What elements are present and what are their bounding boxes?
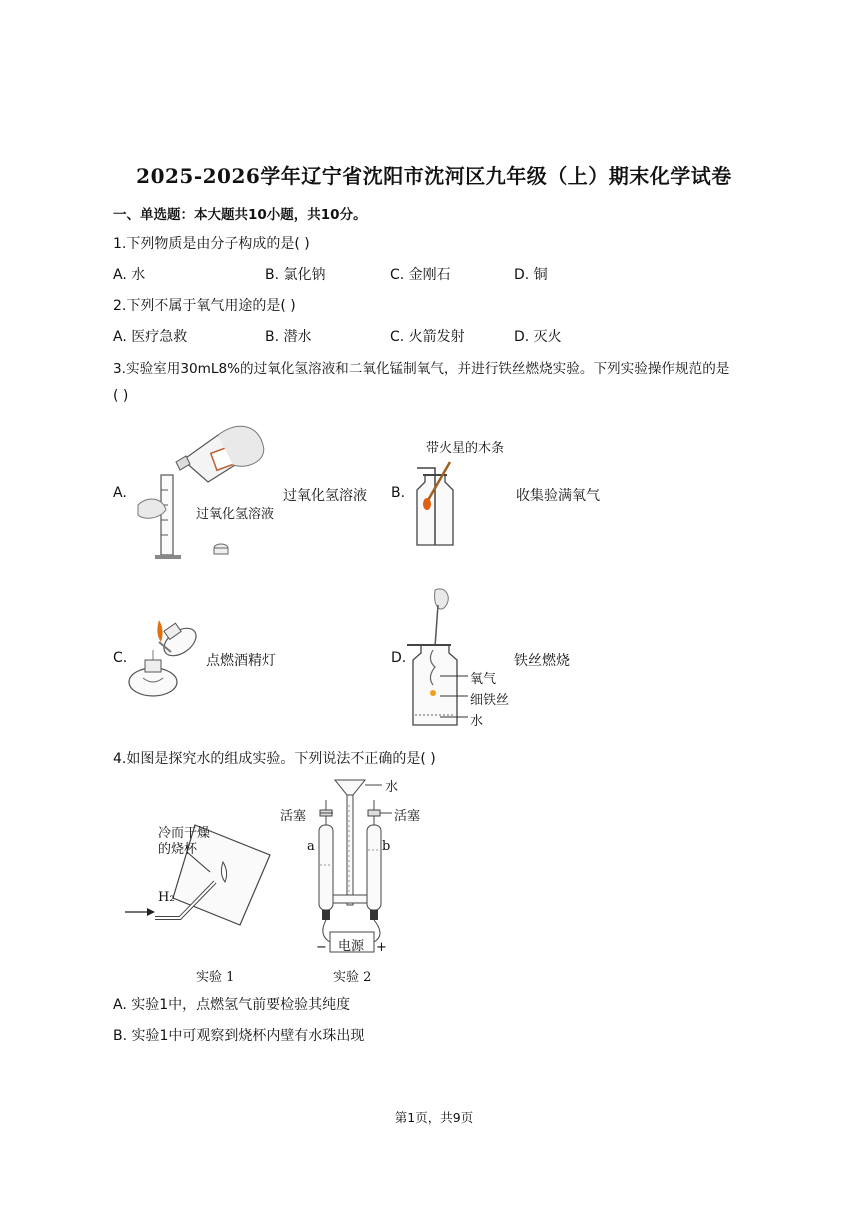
q3d-label-oxygen: 氧气 (470, 672, 497, 687)
q1-option-d: D. 铜 (514, 267, 548, 283)
q3a-figure-label: 过氧化氢溶液 (196, 507, 275, 522)
exp1-h2-label: H₂ (158, 890, 175, 905)
q3b-figure-label: 带火星的木条 (426, 441, 505, 456)
section-heading: 一、单选题：本大题共10小题，共10分。 (113, 207, 367, 223)
q3-option-a-letter: A. (113, 485, 127, 501)
q3-option-b-letter: B. (391, 485, 406, 501)
alcohol-lamp-lighting-figure (125, 612, 210, 704)
q3-option-b-caption: 收集验满氧气 (516, 488, 600, 504)
q3d-leader-lines (440, 676, 470, 721)
stopcock-icon (368, 810, 380, 816)
question-2-stem: 2.下列不属于氧气用途的是( ) (113, 298, 296, 314)
q2-option-a: A. 医疗急救 (113, 329, 188, 345)
q1-option-c: C. 金刚石 (390, 267, 451, 283)
exp2-water-label: 水 (385, 780, 399, 795)
q3-option-a-caption: 过氧化氢溶液 (283, 488, 367, 504)
left-tube-icon (319, 800, 333, 910)
right-tube-icon (367, 800, 381, 910)
exp1-caption: 实验 1 (196, 970, 235, 985)
exp2-tube-a-label: a (307, 839, 315, 854)
q3d-label-water: 水 (470, 714, 484, 729)
exp2-stopcock-left-label: 活塞 (280, 809, 307, 824)
exp2-power-label: 电源 (338, 939, 365, 954)
spark-icon (430, 690, 436, 696)
flame-icon (423, 498, 431, 510)
tongs-hand-icon (435, 589, 449, 609)
q3-option-d-letter: D. (391, 650, 407, 666)
q2-option-c: C. 火箭发射 (390, 329, 465, 345)
question-4-stem: 4.如图是探究水的组成实验。下列说法不正确的是( ) (113, 751, 436, 767)
flame-icon (157, 620, 162, 642)
page-title: 2025-2026学年辽宁省沈阳市沈河区九年级（上）期末化学试卷 (136, 164, 732, 188)
graduated-cylinder-pouring-figure (128, 420, 278, 565)
exp1-beaker-label-line1: 冷而干燥 (158, 826, 211, 841)
q4-option-a: A. 实验1中，点燃氢气前要检验其纯度 (113, 997, 351, 1013)
q1-option-b: B. 氯化钠 (265, 267, 326, 283)
tilted-alcohol-lamp-icon (155, 617, 201, 661)
q2-option-b: B. 潜水 (265, 329, 312, 345)
q3-option-d-caption: 铁丝燃烧 (514, 653, 570, 669)
alcohol-lamp-icon (129, 650, 177, 696)
gas-collection-bottle-figure (405, 460, 465, 550)
q3d-label-iron-wire: 细铁丝 (470, 693, 510, 708)
exp2-plus-label: + (376, 940, 387, 955)
exp2-caption: 实验 2 (333, 970, 372, 985)
q2-option-d: D. 灭火 (514, 329, 562, 345)
q3-option-c-caption: 点燃酒精灯 (206, 653, 276, 669)
question-1-stem: 1.下列物质是由分子构成的是( ) (113, 236, 310, 252)
exp2-tube-b-label: b (382, 839, 391, 854)
question-3-stem: 3.实验室用30mL8%的过氧化氢溶液和二氧化锰制氧气，并进行铁丝燃烧实验。下列实验操作规范的是 (113, 361, 730, 377)
experiment-2-electrolysis-figure (300, 770, 420, 955)
exp1-beaker-label-line2: 的烧杯 (158, 842, 198, 857)
graduated-cylinder-icon (155, 475, 181, 559)
exp2-stopcock-right-label: 活塞 (394, 809, 421, 824)
page-footer: 第1页，共9页 (394, 1110, 474, 1125)
question-3-stem-cont: ( ) (113, 388, 129, 404)
funnel-icon (335, 780, 365, 905)
q3-option-c-letter: C. (113, 650, 128, 666)
q4-option-b: B. 实验1中可观察到烧杯内壁有水珠出现 (113, 1028, 365, 1044)
q1-option-a: A. 水 (113, 267, 146, 283)
exp2-minus-label: − (316, 940, 327, 955)
